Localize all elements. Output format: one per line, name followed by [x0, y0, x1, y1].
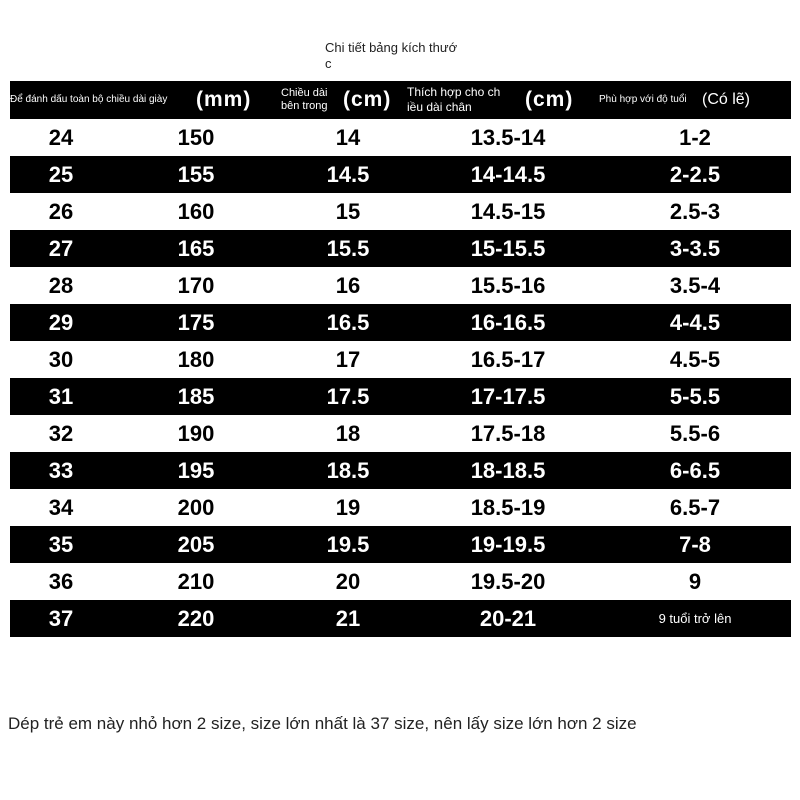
inner-length-cell: 16.5	[326, 310, 370, 335]
size-cell: 24	[48, 125, 74, 150]
table-row	[10, 563, 791, 600]
table-row	[10, 489, 791, 526]
foot-length-cell: 16.5-17	[470, 347, 546, 372]
header-col2-label-line2: bên trong	[281, 100, 328, 112]
size-cell: 29	[48, 310, 74, 335]
size-cell: 27	[48, 236, 74, 261]
foot-length-cell: 18.5-19	[470, 495, 546, 520]
size-chart-table	[10, 81, 791, 637]
table-body	[10, 119, 791, 637]
inner-length-cell: 16	[335, 273, 361, 298]
age-cell: 3.5-4	[669, 273, 721, 298]
inner-length-cell: 19	[335, 495, 361, 520]
length-mm-cell: 210	[177, 569, 215, 594]
table-row	[10, 193, 791, 230]
inner-length-cell: 17	[335, 347, 361, 372]
header-col1-unit: (mm)	[196, 88, 252, 111]
header-col4-label: Phù hợp với độ tuổi	[599, 94, 687, 105]
age-cell: 5-5.5	[669, 384, 721, 409]
age-cell: 1-2	[679, 125, 711, 150]
table-row	[10, 156, 791, 193]
header-col4-note: (Có lẽ)	[702, 91, 751, 108]
age-cell: 4-4.5	[669, 310, 721, 335]
inner-length-cell: 15	[335, 199, 361, 224]
size-cell: 32	[48, 421, 74, 446]
length-mm-cell: 195	[177, 458, 215, 483]
inner-length-cell: 14.5	[326, 162, 370, 187]
header-col3-unit: (cm)	[525, 88, 574, 111]
age-cell: 9 tuổi trở lên	[658, 611, 732, 626]
table-header	[10, 81, 791, 119]
age-cell: 2.5-3	[669, 199, 721, 224]
foot-length-cell: 19.5-20	[470, 569, 546, 594]
size-cell: 37	[48, 606, 74, 631]
foot-length-cell: 14.5-15	[470, 199, 546, 224]
age-cell: 4.5-5	[669, 347, 721, 372]
table-row	[10, 230, 791, 267]
foot-length-cell: 14-14.5	[470, 162, 546, 187]
length-mm-cell: 190	[177, 421, 215, 446]
inner-length-cell: 19.5	[326, 532, 370, 557]
table-row	[10, 119, 791, 156]
table-title	[325, 40, 485, 72]
length-mm-cell: 170	[177, 273, 215, 298]
size-cell: 34	[48, 495, 74, 520]
header-col1-label: Để đánh dấu toàn bộ chiều dài giày	[10, 94, 168, 105]
foot-length-cell: 18-18.5	[470, 458, 546, 483]
inner-length-cell: 18	[335, 421, 361, 446]
length-mm-cell: 175	[177, 310, 215, 335]
length-mm-cell: 165	[177, 236, 215, 261]
inner-length-cell: 20	[335, 569, 361, 594]
size-cell: 33	[48, 458, 74, 483]
table-row	[10, 600, 791, 637]
table-row	[10, 452, 791, 489]
header-col3-label-line2: iều dài chân	[407, 100, 472, 114]
length-mm-cell: 220	[177, 606, 215, 631]
table-row	[10, 304, 791, 341]
foot-length-cell: 17-17.5	[470, 384, 546, 409]
table-row	[10, 267, 791, 304]
size-cell: 31	[48, 384, 74, 409]
length-mm-cell: 150	[177, 125, 215, 150]
size-cell: 28	[48, 273, 74, 298]
foot-length-cell: 20-21	[479, 606, 537, 631]
table-title-line1: Chi tiết bảng kích thướ	[325, 40, 458, 55]
size-cell: 26	[48, 199, 74, 224]
table-title-line2: c	[325, 56, 332, 71]
size-cell: 25	[48, 162, 74, 187]
length-mm-cell: 200	[177, 495, 215, 520]
age-cell: 2-2.5	[669, 162, 721, 187]
foot-length-cell: 15-15.5	[470, 236, 546, 261]
header-col3-label-line1: Thích hợp cho ch	[407, 85, 501, 99]
age-cell: 7-8	[679, 532, 711, 557]
foot-length-cell: 17.5-18	[470, 421, 546, 446]
inner-length-cell: 18.5	[326, 458, 370, 483]
age-cell: 5.5-6	[669, 421, 721, 446]
age-cell: 9	[688, 569, 702, 594]
table-row	[10, 341, 791, 378]
length-mm-cell: 160	[177, 199, 215, 224]
foot-length-cell: 19-19.5	[470, 532, 546, 557]
foot-length-cell: 16-16.5	[470, 310, 546, 335]
table-row	[10, 378, 791, 415]
header-col3-label	[407, 85, 527, 115]
length-mm-cell: 205	[177, 532, 215, 557]
header-col2-label-line1: Chiều dài	[281, 87, 328, 99]
size-cell: 30	[48, 347, 74, 372]
length-mm-cell: 155	[177, 162, 215, 187]
inner-length-cell: 14	[335, 125, 361, 150]
footnote: Dép trẻ em này nhỏ hơn 2 size, size lớn nhất là 37 size, nên lấy size lớn hơn 2 size	[8, 714, 637, 733]
age-cell: 6.5-7	[669, 495, 721, 520]
foot-length-cell: 15.5-16	[470, 273, 546, 298]
header-col2-label	[281, 87, 347, 115]
size-cell: 35	[48, 532, 74, 557]
age-cell: 3-3.5	[669, 236, 721, 261]
length-mm-cell: 180	[177, 347, 215, 372]
table-row	[10, 526, 791, 563]
age-cell: 6-6.5	[669, 458, 721, 483]
inner-length-cell: 15.5	[326, 236, 370, 261]
inner-length-cell: 21	[335, 606, 361, 631]
foot-length-cell: 13.5-14	[470, 125, 546, 150]
length-mm-cell: 185	[177, 384, 215, 409]
inner-length-cell: 17.5	[326, 384, 370, 409]
table-row	[10, 415, 791, 452]
header-col2-unit: (cm)	[343, 88, 392, 111]
size-cell: 36	[48, 569, 74, 594]
